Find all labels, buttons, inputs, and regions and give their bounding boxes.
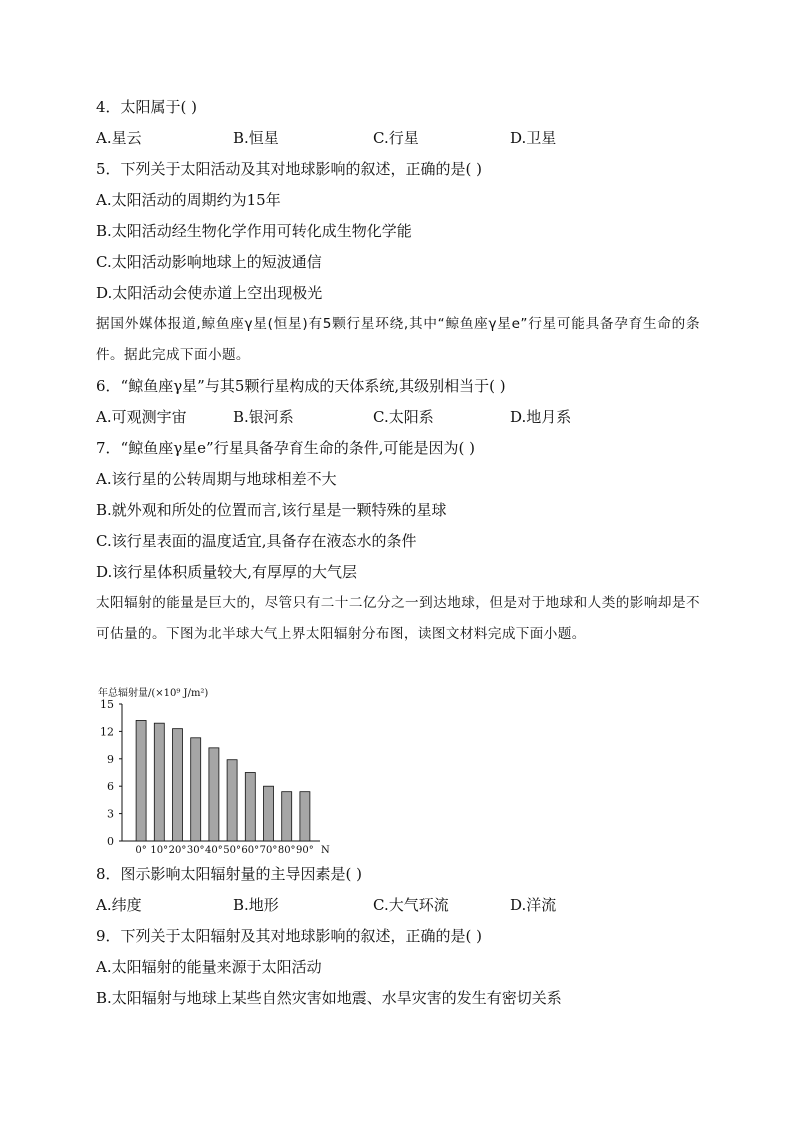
q8-option-b[interactable]: B.地形: [233, 896, 279, 914]
q8-stem: 8．图示影响太阳辐射量的主导因素是( ): [96, 865, 363, 883]
q7-option-b[interactable]: B.就外观和所处的位置而言,该行星是一颗特殊的星球: [96, 501, 447, 519]
chart-bar: [154, 723, 164, 841]
chart-x-tick-label: 10°: [150, 845, 169, 854]
solar-radiation-chart: [92, 684, 332, 854]
chart-y-tick-label: 6: [107, 780, 114, 794]
chart-y-tick-label: 9: [107, 752, 114, 766]
chart-x-tick-label: 90°: [296, 845, 314, 854]
chart-bar: [136, 720, 146, 841]
q6-option-b[interactable]: B.银河系: [233, 408, 294, 426]
chart-y-tick-label: 15: [100, 698, 114, 711]
q4-option-b[interactable]: B.恒星: [233, 129, 279, 147]
q9-stem: 9．下列关于太阳辐射及其对地球影响的叙述，正确的是( ): [96, 927, 483, 945]
chart-y-tick-label: 12: [100, 725, 114, 739]
chart-bar: [191, 738, 201, 841]
q4-option-c[interactable]: C.行星: [373, 129, 419, 147]
chart-y-ticks: [100, 698, 122, 848]
q5-stem: 5．下列关于太阳活动及其对地球影响的叙述，正确的是( ): [96, 160, 483, 178]
q8-option-c[interactable]: C.大气环流: [373, 896, 449, 914]
q6-option-d[interactable]: D.地月系: [510, 408, 572, 426]
chart-x-tick-label: 40°: [205, 845, 223, 854]
q4-option-a[interactable]: A.星云: [96, 129, 142, 147]
chart-bar: [209, 748, 219, 841]
q6-option-a[interactable]: A.可观测宇宙: [96, 408, 187, 426]
chart-y-tick-label: 3: [107, 807, 114, 821]
q4-option-d[interactable]: D.卫星: [510, 129, 557, 147]
chart-x-tick-label: 0°: [135, 845, 147, 854]
chart-ylabel: 年总辐射量/(×10⁹ J/m²): [98, 688, 209, 699]
chart-bar: [264, 786, 274, 841]
chart-x-tick-label: 20°: [168, 845, 187, 854]
chart-x-unit: N: [321, 845, 330, 854]
chart-bars: [136, 720, 310, 841]
chart-x-tick-label: 60°: [241, 845, 260, 854]
chart-svg: [92, 684, 332, 854]
q5-option-d[interactable]: D.太阳活动会使赤道上空出现极光: [96, 284, 323, 302]
q6-stem: 6．“鲸鱼座γ星”与其5颗行星构成的天体系统,其级别相当于( ): [96, 377, 506, 395]
chart-x-tick-label: 50°: [223, 845, 241, 854]
chart-x-tick-label: 30°: [186, 845, 205, 854]
q8-option-d[interactable]: D.洋流: [510, 896, 557, 914]
q8-option-a[interactable]: A.纬度: [96, 896, 142, 914]
chart-y-tick-label: 0: [107, 835, 114, 848]
chart-bar: [282, 792, 292, 841]
q5-option-c[interactable]: C.太阳活动影响地球上的短波通信: [96, 253, 322, 271]
q7-option-a[interactable]: A.该行星的公转周期与地球相差不大: [96, 470, 337, 488]
chart-bar: [245, 773, 255, 842]
q6-option-c[interactable]: C.太阳系: [373, 408, 434, 426]
q9-option-a[interactable]: A.太阳辐射的能量来源于太阳活动: [96, 958, 322, 976]
q5-option-b[interactable]: B.太阳活动经生物化学作用可转化成生物化学能: [96, 222, 412, 240]
q4-stem: 4．太阳属于( ): [96, 98, 198, 116]
chart-bar: [300, 792, 310, 841]
q7-stem: 7．“鲸鱼座γ星e”行星具备孕育生命的条件,可能是因为( ): [96, 439, 475, 457]
chart-bar: [173, 729, 183, 841]
chart-x-ticks: [135, 845, 330, 854]
q7-option-d[interactable]: D.该行星体积质量较大,有厚厚的大气层: [96, 563, 358, 581]
q7-option-c[interactable]: C.该行星表面的温度适宜,具备存在液态水的条件: [96, 532, 417, 550]
q9-option-b[interactable]: B.太阳辐射与地球上某些自然灾害如地震、水旱灾害的发生有密切关系: [96, 989, 562, 1007]
material-2: 太阳辐射的能量是巨大的，尽管只有二十二亿分之一到达地球，但是对于地球和人类的影响却是不可估量的。下图为北半球大气上界太阳辐射分布图，读图文材料完成下面小题。: [96, 595, 700, 642]
material-1: 据国外媒体报道,鲸鱼座γ星(恒星)有5颗行星环绕,其中“鲸鱼座γ星e”行星可能具备孕育生命的条件。据此完成下面小题。: [96, 316, 700, 363]
chart-x-tick-label: 80°: [277, 845, 296, 854]
chart-x-tick-label: 70°: [259, 845, 278, 854]
q5-option-a[interactable]: A.太阳活动的周期约为15年: [96, 191, 281, 209]
chart-bar: [227, 760, 237, 841]
